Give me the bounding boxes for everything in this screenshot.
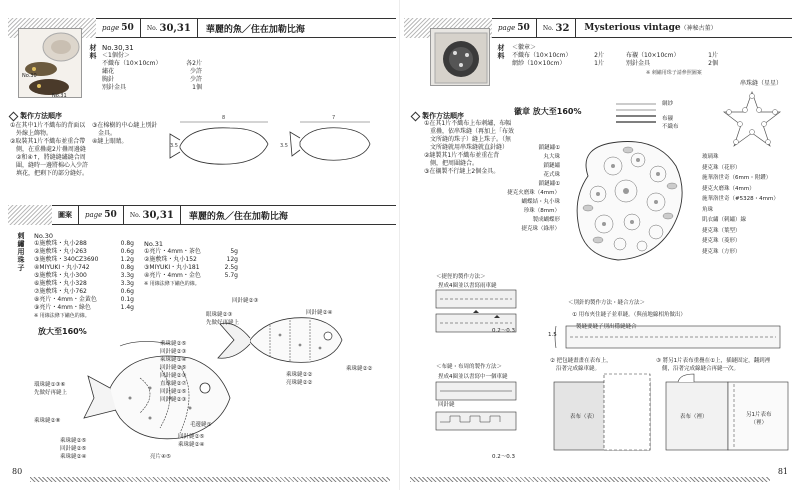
stitch-label: 眼珠縫②③ <box>206 312 233 318</box>
materials-col-r <box>626 52 718 68</box>
dim-label: 7 <box>332 115 336 121</box>
fabric-label: 表布（裡） <box>680 414 708 420</box>
materials-row: 別針金具 1個 <box>102 84 202 91</box>
page-number: 80 <box>12 467 23 476</box>
badge-labels-left <box>498 144 560 234</box>
header-left-pattern <box>52 205 396 225</box>
stitch-label: 乘珠縫②⑤ <box>160 341 187 347</box>
photo-illustration <box>19 29 82 98</box>
bead-row: ④亮片・4mm・金色 5.7g <box>144 272 238 279</box>
bead-row: ④MIYUKI・丸小742 0.8g <box>34 264 134 271</box>
section-title: 華麗的魚／住在加勒比海 <box>188 211 288 222</box>
fabric-label: 表布（表） <box>570 414 598 420</box>
fish-labels-right <box>160 340 186 404</box>
steps-a <box>10 122 88 178</box>
step-line: 圍，縫時一邊將棉心入少許 <box>10 162 89 169</box>
pin-title: ＜別針的製作方法・縫合方法＞ <box>568 300 646 306</box>
step-line: 文所縫就用串珠縫就直針縫） <box>424 144 509 151</box>
bead-row: ②施敷珠・丸小263 0.6g <box>34 248 134 255</box>
measurement: 1.5 <box>548 332 557 338</box>
bead-label: 施華洛世奇（#5328・4mm） <box>702 196 779 202</box>
materials-sub: ＜徽章＞ <box>512 44 537 51</box>
step-line: 填花，把剩下的部分縫好。 <box>10 170 89 177</box>
materials-row: 別針金具 2個 <box>626 60 718 67</box>
stitch-label: 亮珠縫②② <box>286 380 313 386</box>
header-right <box>492 18 792 38</box>
item-number: No. 30,31 <box>124 206 181 224</box>
bead-label: 蝴蝶結・丸小珠 <box>521 199 560 205</box>
badge-diagram <box>568 136 690 264</box>
stitch-label: 亮片④⑤ <box>150 454 171 460</box>
photo-label-a: No.30 <box>22 73 37 79</box>
stitch-label: 回針縫②⑤ <box>160 365 187 371</box>
method-title: 製作方法順序 <box>10 111 62 121</box>
fish-diagram-small <box>210 300 360 380</box>
materials-row: 網紗（10×10cm） 1片 <box>512 60 604 67</box>
product-photo <box>18 28 82 98</box>
beads-label: 刺繡用珠子 <box>17 232 25 272</box>
materials-block <box>102 44 202 92</box>
bead-label: 花式珠 <box>543 172 560 178</box>
step-line: 重疊，依串珠縫（再加上「布效 <box>424 128 515 135</box>
page-ref: page 50 <box>96 19 141 37</box>
pin-step: ③ 將另1片表布重疊在①上，插縫固定，翻到裡 <box>656 358 771 364</box>
blanket-desc: 捏成4圈並以書寫中一個車縫 <box>438 374 508 380</box>
pin-step: 沿著完成線車縫。 <box>556 366 601 372</box>
pin-step: ② 把包縫畫畫在表布上， <box>550 358 612 364</box>
step-line: 側，把周圍縫合。 <box>424 160 479 167</box>
materials-label: 材料 <box>89 44 97 60</box>
stitch-label: 回針縫②⑤ <box>178 434 205 440</box>
section-title: 華麗的魚／住在加勒比海 <box>205 24 305 35</box>
item-number: No. 30,31 <box>141 19 198 37</box>
enlarge-label: 放大至160% <box>38 327 87 336</box>
beads-col1 <box>34 232 134 320</box>
pin-step: 側，沿著完成線縫合再縫一次。 <box>662 366 740 372</box>
bead-label: 捷克珠（綠形） <box>521 226 560 232</box>
materials-row: 不織布（10×10cm） 2片 <box>512 52 604 59</box>
stitch-label: 回針縫②③ <box>160 373 187 379</box>
layer-label: 不織布 <box>662 124 679 130</box>
page-ref: page 50 <box>79 206 124 224</box>
stitch-label: 環珠縫①③⑥ <box>34 382 66 388</box>
product-photo <box>430 28 490 86</box>
fish-pattern-outlines <box>160 118 390 178</box>
item-number: No. 32 <box>537 19 577 37</box>
beads-col-title: No.31 <box>144 240 164 248</box>
stitch-label: 先做好再縫上 <box>206 320 240 326</box>
enlarge-label: 徽章 放大至160% <box>514 107 582 116</box>
bead-label: 施華洛世奇（6mm・附鑽） <box>702 175 772 181</box>
bead-label: 肌衣繡（刺繡）線 <box>702 217 747 223</box>
step-line: ④縫上眼睛。 <box>92 138 128 145</box>
fabric-label: 另1片表布 （裡） <box>746 412 772 426</box>
bead-row: ⑦施敷珠・丸小762 0.6g <box>34 288 134 295</box>
bead-row: ⑧亮片・4mm・金黃色 0.1g <box>34 296 134 303</box>
step-line: 金具。 <box>92 130 117 137</box>
layer-label: 網紗 <box>662 101 674 107</box>
bead-label: 玻璃珠 <box>702 154 719 160</box>
layer-label: 布襯 <box>662 116 674 122</box>
materials-sub: ＜1個份＞ <box>102 52 130 59</box>
bead-label: 捷克珠（花形） <box>702 164 741 171</box>
stitch-label: 毛邊縫① <box>190 422 212 428</box>
method-title: 製作方法順序 <box>412 111 464 121</box>
dim-label: 3.5 <box>280 143 288 149</box>
stitch-label: 乘珠縫②⑤ <box>60 438 87 444</box>
bead-label: 鎖鏈繡① <box>538 181 560 187</box>
page-ref: page 50 <box>492 19 537 37</box>
steps-b <box>92 122 157 146</box>
measurement: 0.2～0.3 <box>492 328 515 334</box>
bead-label: 捷克珠（葉型） <box>702 227 741 234</box>
badge-labels-right <box>702 152 779 257</box>
bead-label: 鎖鏈繡 <box>543 163 560 169</box>
stitch-label: 乘珠縫②② <box>286 372 313 378</box>
bead-label: 鎖鏈繡① <box>538 145 560 151</box>
materials-row: 不織布（10×10cm） 各2片 <box>102 60 202 67</box>
blanket-diagram <box>436 382 520 452</box>
cross-stitch-border <box>410 477 770 482</box>
bead-label: 角珠 <box>702 206 714 213</box>
materials-heading: No.30,31 <box>102 44 134 52</box>
blanket-title: ＜布縫・布周的製作方法＞ <box>436 364 503 370</box>
photo-illustration <box>431 29 490 86</box>
bead-label: 捷克珠（方形） <box>702 248 741 255</box>
pin-step: 製縫要縫子別出穩縫縫合 <box>576 324 637 330</box>
bead-label: 捷克珠（菱形） <box>702 238 741 244</box>
stitch-label: 先做好再縫上 <box>34 390 68 396</box>
diamond-icon <box>411 111 421 121</box>
step-line: ②縫製其1片不織布並重在背 <box>424 152 500 159</box>
bead-row: ⑤施敷珠・丸小300 3.3g <box>34 272 134 279</box>
step-line: ③在棉樹的中心縫上別針 <box>92 122 158 129</box>
bead-note: ※ 用線法條下繡色的線。 <box>34 313 90 319</box>
bead-note: ※ 用線法條下繡色的線。 <box>144 281 200 287</box>
star-label: 串珠縫（星星） <box>740 80 783 87</box>
star-diagram <box>722 90 782 150</box>
right-page <box>400 0 800 490</box>
bead-label: 製成蝴蝶形 <box>532 217 560 223</box>
stitch-label: 乘珠縫②② <box>346 366 373 372</box>
step-line: 文所縫的珠子）縫上珠子。（無 <box>424 136 512 143</box>
bead-row: ③MIYUKI・丸小181 2.5g <box>144 264 238 271</box>
pattern-tab: 圖案 <box>52 206 79 224</box>
stitch-label: 乘珠縫②④ <box>60 454 87 460</box>
step-line: ①在其1片不織布上布刺繡，布幅 <box>424 120 512 127</box>
photo-label-b: No.31 <box>52 93 67 99</box>
stitch-label: 回針縫②③ <box>232 298 259 304</box>
materials-row: 布襯（10×10cm） 1片 <box>626 52 718 59</box>
stitch-label: 乘珠縫①④ <box>160 357 187 363</box>
bead-row: ⑨亮片・4mm・綠色 1.4g <box>34 304 134 311</box>
page-number: 81 <box>777 467 788 476</box>
bead-row: ①施敷珠・丸小288 0.8g <box>34 240 134 247</box>
stitch-label: 回針縫①⑤ <box>160 389 187 395</box>
stitch-label: 回針縫②⑤ <box>60 446 87 452</box>
materials-row: 胸針 少許 <box>102 76 202 83</box>
stitch-label: 乘珠縫②⑧ <box>34 418 61 424</box>
stitch-label: 直珠縫②⑦ <box>160 381 187 387</box>
backstitch-desc: 捏成4圈並以書寫雨車縫 <box>438 283 497 289</box>
header-left-top <box>96 18 396 38</box>
bead-row: ②施敷珠・丸小152 12g <box>144 256 238 263</box>
bead-label: 珍珠（8mm） <box>523 208 560 214</box>
diamond-icon <box>9 111 19 121</box>
stitch-label: 回針縫②③ <box>160 397 187 403</box>
beads-col2 <box>144 240 238 288</box>
bead-row: ①亮片・4mm・茶色 5g <box>144 248 238 255</box>
step-line: 外線上飾物。 <box>10 130 53 137</box>
pin-step: ① 用布夾住縫子並車縫。（與前地線相角做出） <box>572 312 686 318</box>
dim-label: 8 <box>222 115 226 121</box>
backstitch-diagram <box>436 290 520 354</box>
measurement: 0.2～0.3 <box>492 454 515 460</box>
step-line: ③在襯製不行縫上2個金具。 <box>424 168 500 175</box>
cross-stitch-border <box>30 477 390 482</box>
stitch-label: 回針縫②④ <box>306 310 333 316</box>
step-line: ①在其中1片不織布的背面以 <box>10 122 86 129</box>
materials-col-l <box>512 52 604 68</box>
section-title: Mysterious vintage（神秘古董） <box>584 23 717 33</box>
step-line: ②取裝其1片不織布並重合帶 <box>10 138 86 145</box>
bead-label: 丸大珠 <box>543 154 560 160</box>
materials-row: 繡花 少許 <box>102 68 202 75</box>
step-line: ②和④↑，將縫縫繡縫合周 <box>10 154 86 161</box>
step-line: 側，在重疊處2片疊周邊縫 <box>10 146 86 153</box>
bead-row: ⑥施敷珠・丸小328 3.3g <box>34 280 134 287</box>
layer-diagram <box>616 100 656 130</box>
beads-col-title: No.30 <box>34 232 54 240</box>
materials-label: 材料 <box>497 44 505 60</box>
bead-label: 捷克火磨珠（4mm） <box>702 185 755 192</box>
bead-row: ③施敷珠・340CZ3690 1.2g <box>34 256 134 263</box>
materials-note: ※ 刺繡用珠子請參照圖案 <box>646 70 702 76</box>
stitch-label: 乘珠縫②④ <box>178 442 205 448</box>
blanket-sub: 回針縫 <box>438 402 455 408</box>
bead-label: 捷克火磨珠（4mm） <box>507 190 560 196</box>
dim-label: 3.5 <box>170 143 178 149</box>
stitch-label: 回針縫②③ <box>160 349 187 355</box>
backstitch-title: ＜捷徑的製作方法＞ <box>436 274 486 280</box>
header-hatch <box>8 205 52 225</box>
